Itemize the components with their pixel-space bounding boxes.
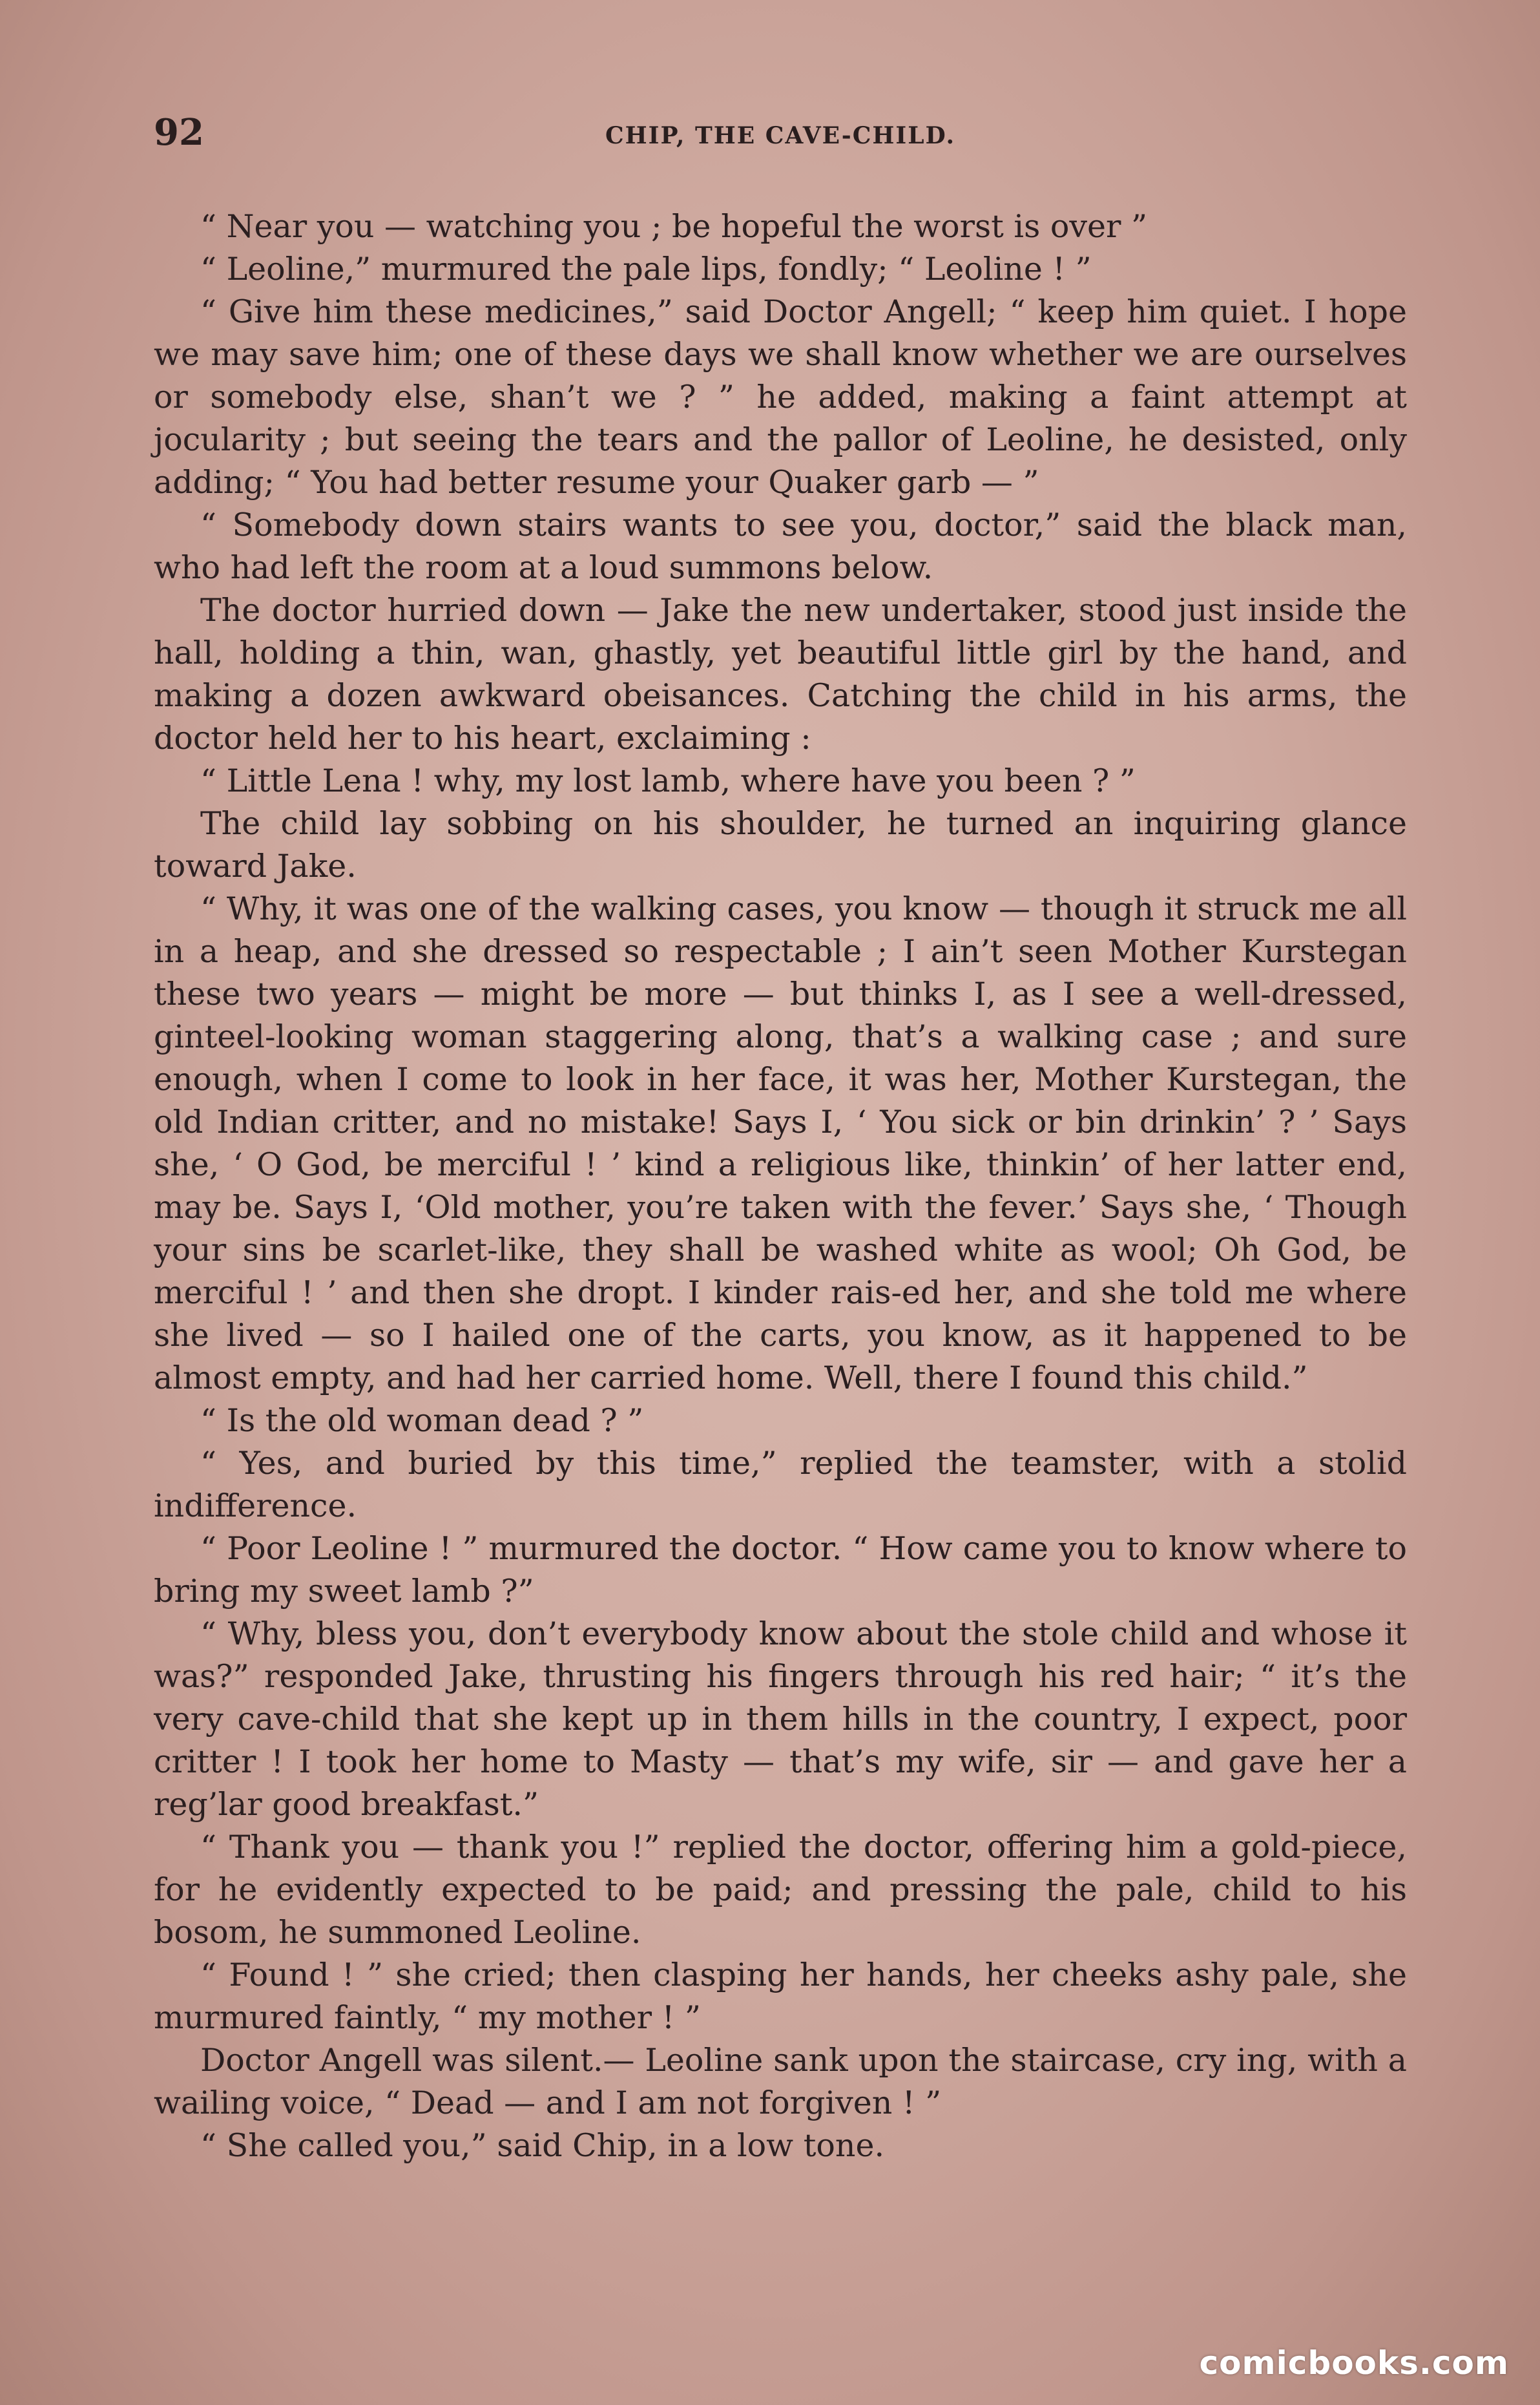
paragraph: “ Is the old woman dead ? ” xyxy=(200,1402,644,1439)
paragraph: “ Give him these medicines,” said Doctor Angell; “ keep him quiet. I hope we may save him; one of these days we shall know whether we are ourselves or somebody else, shan’t we ? ” he added, making a faint attempt at jocularity ; but seeing the tears and the pallor of Leoline, he desisted, only adding; “ You had better resume your Quaker garb — ” xyxy=(154,293,1407,501)
running-title: CHIP, THE CAVE-CHILD. xyxy=(605,122,955,149)
paragraph: “ Near you — watching you ; be hopeful the worst is over ” xyxy=(200,208,1148,245)
paragraph: “ Somebody down stairs wants to see you, doctor,” said the black man, who had left the room at a loud summons below. xyxy=(154,507,1407,586)
paragraph: “ Why, it was one of the walking cases, you know — though it struck me all in a heap, and she dressed so respectable ; I ain’t seen Mother Kurstegan these two years — might be more — but thinks I, as I see a well-dressed, ginteel-looking woman staggering along, that’s a walking case ; and sure enough, when I come to look in her face, it was her, Mother Kurstegan, the old Indian critter, and no mistake! Says I, ‘ You sick or bin drinkin’ ? ’ Says she, ‘ O God, be merciful ! ’ kind a religious like, thinkin’ of her latter end, may be. Says I, ‘Old mother, you’re taken with the fever.’ Says she, ‘ Though your sins be scarlet-like, they shall be washed white as wool; Oh God, be merciful ! ’ and then she dropt. I kinder rais-ed her, and she told me where she lived — so I hailed one of the carts, you know, as it happened to be almost empty, and had her carried home. Well, there I found this child.” xyxy=(154,890,1407,1396)
paragraph: “ Poor Leoline ! ” murmured the doctor. “ How came you to know where to bring my sweet lamb ?” xyxy=(154,1530,1407,1610)
watermark: comicbooks.com xyxy=(1199,2344,1509,2382)
paragraph: “ Little Lena ! why, my lost lamb, where have you been ? ” xyxy=(200,762,1136,799)
paragraph: Doctor Angell was silent.— Leoline sank upon the staircase, cry ing, with a wailing voice, “ Dead — and I am not forgiven ! ” xyxy=(154,2042,1407,2121)
paragraph: The child lay sobbing on his shoulder, he turned an inquiring glance toward Jake. xyxy=(154,805,1407,885)
paragraph: “ Yes, and buried by this time,” replied the teamster, with a stolid indifference. xyxy=(154,1445,1407,1524)
paragraph: “ Found ! ” she cried; then clasping her hands, her cheeks ashy pale, she murmured faintly, “ my mother ! ” xyxy=(154,1957,1407,2036)
paragraph: “ Why, bless you, don’t everybody know about the stole child and whose it was?” responded Jake, thrusting his fingers through his red hair; “ it’s the very cave-child that she kept up in them hills in the country, I expect, poor critter ! I took her home to Masty — that’s my wife, sir — and gave her a reg’lar good breakfast.” xyxy=(154,1615,1407,1823)
paragraph: “ She called you,” said Chip, in a low tone. xyxy=(200,2127,885,2164)
page-header xyxy=(154,110,1407,162)
paragraph: “ Thank you — thank you !” replied the doctor, offering him a gold-piece, for he evidently expected to be paid; and pressing the pale, child to his bosom, he summoned Leoline. xyxy=(154,1829,1407,1951)
page-number: 92 xyxy=(154,111,204,154)
paragraph: The doctor hurried down — Jake the new undertaker, stood just inside the hall, holding a thin, wan, ghastly, yet beautiful little girl by the hand, and making a dozen awkward obeisances. Catching the child in his arms, the doctor held her to his heart, exclaiming : xyxy=(154,592,1407,757)
paragraph: “ Leoline,” murmured the pale lips, fondly; “ Leoline ! ” xyxy=(200,251,1092,288)
body-text xyxy=(154,205,1407,2167)
